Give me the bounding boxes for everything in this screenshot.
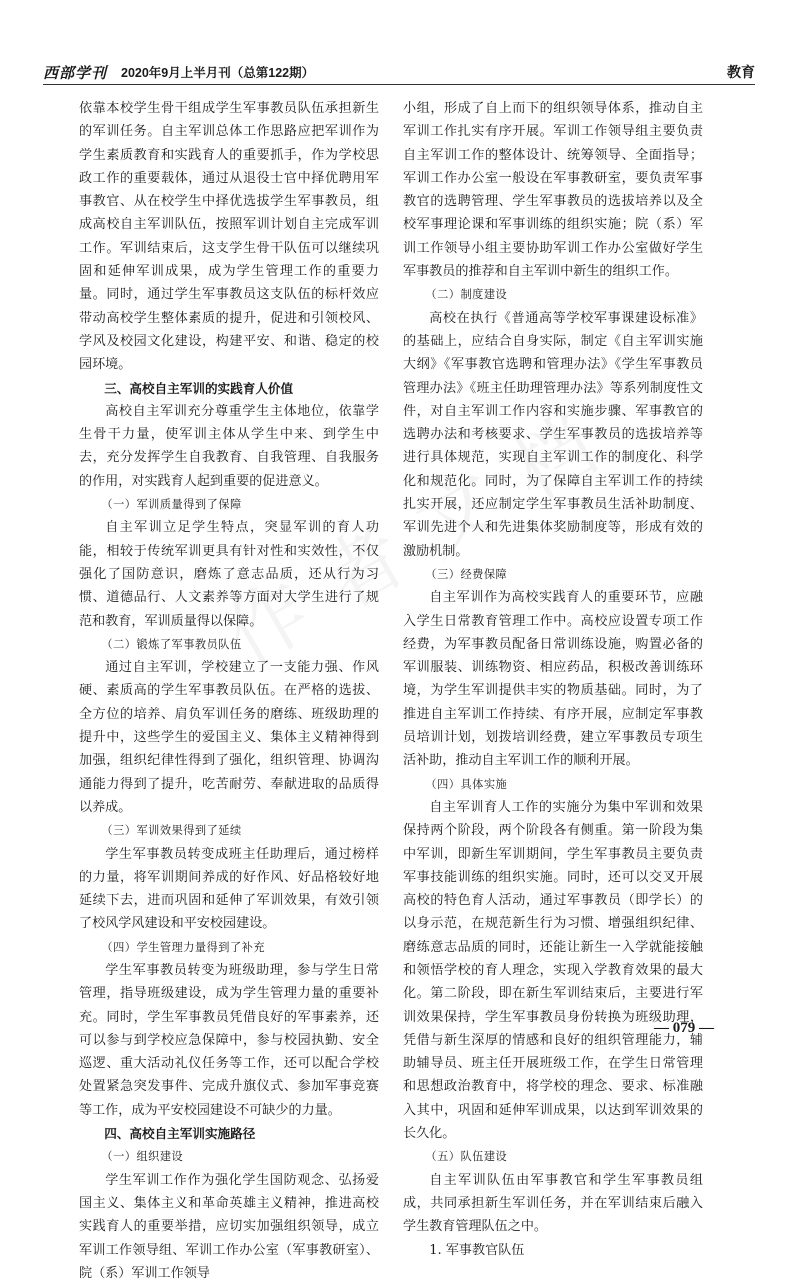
subsection-heading: （二）锻炼了军事教员队伍 [101,637,242,651]
paragraph: 学生军事教员转变成班主任助理后，通过榜样的力量，将军训期间养成的好作风、好品格较好地延续下去，进而巩固和延伸了军训效果，有效引领了校风学风建设和平安校园建设。 [79,846,379,932]
paragraph: 学生军事教员转变为班级助理，参与学生日常管理，指导班级建设，成为学生管理力量的重要补充。同时，学生军事教员凭借良好的军事素养，还可以参与到学校应急保障中，参与校园执勤、安全巡逻、重大活动礼仪任务等工作，还可以配合学校处置紧急突发事件、完成升旗仪式、参加军事竞赛等工作，成为平安校园建设不可缺少的力量。 [79,962,379,1118]
subsection-heading: （二）制度建设 [425,288,508,302]
paragraph: 自主军训队伍由军事教官和学生军事教员组成，共同承担新生军训任务，并在军训结束后融入学生教育管理队伍之中。 [403,1172,703,1235]
paragraph: 高校自主军训充分尊重学生主体地位，依靠学生骨干力量，使军训主体从学生中来、到学生中去，充分发挥学生自我教育、自我管理、自我服务的作用，对实践育人起到重要的促进意义。 [79,403,379,489]
section-name: 教育 [727,64,755,80]
paragraph: 自主军训育人工作的实施分为集中军训和效果保持两个阶段，两个阶段各有侧重。第一阶段为集中军训，即新生军训期间，学生军事教员主要负责军事技能训练的组织实施。同时，还可以交叉开展高校的特色育人活动，通过军事教员（即学长）的以身示范，在规范新生行为习惯、增强组织纪律、磨练意志品质的同时，还能让新生一入学就能接触和领悟学校的育人理念，实现入学教育效果的最大化。第二阶段，即在新生军训结束后，主要进行军训效果保持，学生军事教员身份转换为班级助理，凭借与新生深厚的情感和良好的组织管理能力，辅助辅导员、班主任开展班级工作，在学生日常管理和思想政治教育中，将学校的理念、要求、标准融入其中，巩固和延伸军训成果，以达到军训效果的长久化。 [403,799,703,1142]
paragraph: 小组，形成了自上而下的组织领导体系，推动自主军训工作扎实有序开展。军训工作领导组主要负责自主军训工作的整体设计、统筹领导、全面指导；军训工作办公室一般设在军事教研室，要负责军事教官的选聘管理、学生军事教员的选拔培养以及全校军事理论课和军事训练的组织实施；院（系）军训工作领导小组主要协助军训工作办公室做好学生军事教员的推荐和自主军训中新生的组织工作。 [403,101,703,280]
subsection-heading: （五）队伍建设 [425,1150,508,1164]
page-header [43,56,755,85]
subsection-heading: （三）经费保障 [425,567,508,581]
paragraph: 高校在执行《普通高等学校军事课建设标准》的基础上，应结合自身实际，制定《自主军训实施大纲》《军事教官选聘和管理办法》《学生军事教员管理办法》《班主任助理管理办法》等系列制度性文件，对自主军训工作内容和实施步骤、军事教官的选聘办法和考核要求、学生军事教员的选拔培养等进行具体规范，实现自主军训工作的制度化、科学化和规范化。同时，为了保障自主军训工作的持续扎实开展，还应制定学生军事教员生活补助制度、军训先进个人和先进集体奖励制度等，形成有效的激励机制。 [403,310,703,559]
paragraph: 自主军训作为高校实践育人的重要环节，应融入学生日常教育管理工作中。高校应设置专项工作经费，为军事教员配备日常训练设施，购置必备的军训服装、训练物资、相应药品，积极改善训练环境，为学生军训提供丰实的物质基础。同时，为了推进自主军训工作持续、有序开展，应制定军事教员培训计划，划拨培训经费，建立军事教员专项生活补助，推动自主军训工作的顺利开展。 [403,590,703,769]
subsection-heading: （一）组织建设 [101,1150,184,1164]
sub-subsection-heading: 1. 军事教官队伍 [429,1242,525,1258]
subsection-heading: （四）学生管理力量得到了补充 [101,940,266,954]
subsection-heading: （三）军训效果得到了延续 [101,824,242,838]
section-heading: 三、高校自主军训的实践育人价值 [104,380,294,396]
subsection-heading: （四）具体实施 [425,777,508,791]
subsection-heading: （一）军训质量得到了保障 [101,498,242,512]
right-column [403,97,703,1262]
paragraph: 通过自主军训，学校建立了一支能力强、作风硬、素质高的学生军事教员队伍。在严格的选拔、全方位的培养、肩负军训任务的磨练、班级助理的提升中，这些学生的爱国主义、集体主义精神得到加强，组织纪律性得到了强化，组织管理、协调沟通能力得到了提升，吃苦耐劳、奉献进取的品质得以养成。 [79,660,379,815]
issue-info: 2020年9月上半月刊（总第122期） [121,66,315,80]
journal-logo: 西部学刊 [43,64,108,82]
page-number: — 079 — [654,1020,714,1036]
paragraph: 学生军训工作作为强化学生国防观念、弘扬爱国主义、集体主义和革命英雄主义精神，推进高校实践育人的重要举措，应切实加强组织领导，成立军训工作领导组、军训工作办公室（军事教研室）、院（系）军训工作领导 [79,1172,379,1281]
section-heading: 四、高校自主军训实施路径 [104,1126,256,1142]
paragraph: 依靠本校学生骨干组成学生军事教员队伍承担新生的军训任务。自主军训总体工作思路应把军训作为学生素质教育和实践育人的重要抓手，作为学校思政工作的重要载体，通过从退役士官中择优聘用军事教官、从在校学生中择优选拔学生军事教员，组成高校自主军训队伍，按照军训计划自主完成军训工作。军训结束后，这支学生骨干队伍可以继续巩固和延伸军训成果，成为学生管理工作的重要力量。同时，通过学生军事教员这支队伍的标杆效应带动高校学生整体素质的提升，促进和引领校风、学风及校园文化建设，构建平安、和谐、稳定的校园环境。 [79,101,379,373]
left-column [79,97,379,1285]
paragraph: 自主军训立足学生特点，突显军训的育人功能，相较于传统军训更具有针对性和实效性，不仅强化了国防意识，磨炼了意志品质，还从行为习惯、道德品行、人文素养等方面对大学生进行了规范和教育，军训质量得以保障。 [79,520,379,629]
